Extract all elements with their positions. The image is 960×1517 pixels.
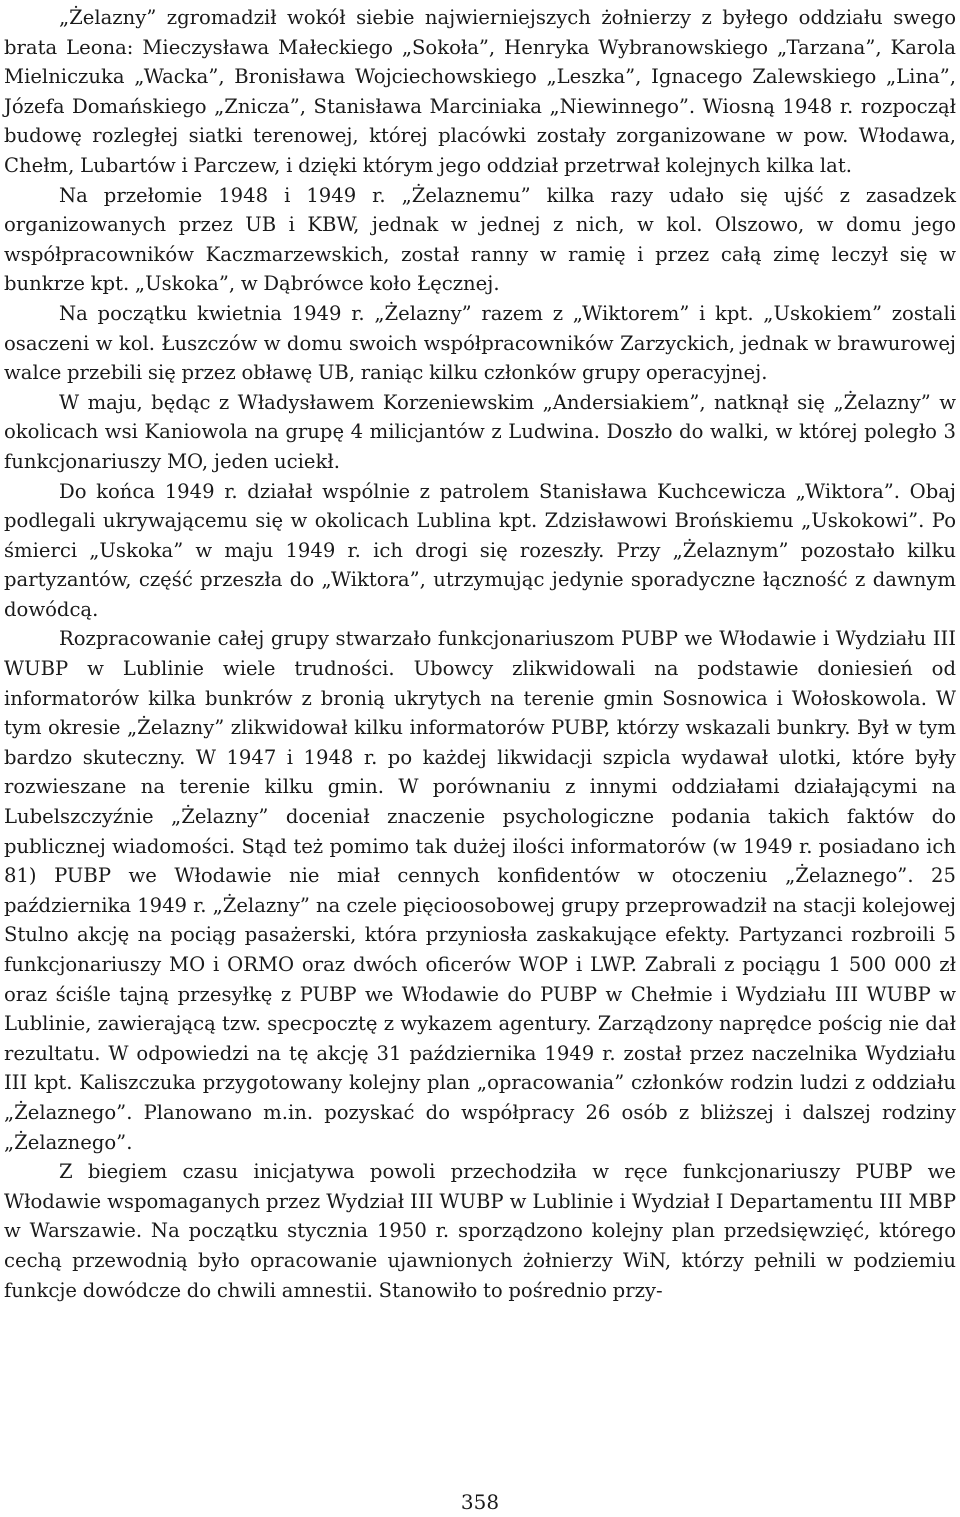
- paragraph-5: Do końca 1949 r. działał wspólnie z patrolem Stanisława Kuchcewicza „Wiktora”. Obaj podlegali ukrywającemu się w okolicach Lublina kpt. Zdzisławowi Brońskiemu „Uskokowi”. Po śmierci „Uskoka” w maju 1949 r. ich drogi się rozeszły. Przy „Żelaznym” pozostało kilku partyzantów, część przeszła do „Wiktora”, utrzymując jedynie sporadyczne łączność z dawnym dowódcą.: [4, 479, 956, 621]
- document-body: [4, 3, 956, 1305]
- paragraph-3: Na początku kwietnia 1949 r. „Żelazny” razem z „Wiktorem” i kpt. „Uskokiem” zostali osaczeni w kol. Łuszczów w domu swoich współpracowników Zarzyckich, jednak w brawurowej walce przebili się przez obławę UB, raniąc kilku członków grupy operacyjnej.: [4, 301, 956, 385]
- paragraph-2: Na przełomie 1948 i 1949 r. „Żelaznemu” kilka razy udało się ujść z zasadzek organizowanych przez UB i KBW, jednak w jednej z nich, w kol. Olszowo, w domu jego współpracowników Kaczmarzewskich, został ranny w ramię i przez całą zimę leczył się w bunkrze kpt. „Uskoka”, w Dąbrówce koło Łęcznej.: [4, 183, 956, 296]
- paragraph-4: W maju, będąc z Władysławem Korzeniewskim „Andersiakiem”, natknął się „Żelazny” w okolicach wsi Kaniowola na grupę 4 milicjantów z Ludwina. Doszło do walki, w której poległo 3 funkcjonariuszy MO, jeden uciekł.: [4, 390, 956, 473]
- paragraph-7: Z biegiem czasu inicjatywa powoli przechodziła w ręce funkcjonariuszy PUBP we Włodawie wspomaganych przez Wydział III WUBP w Lublinie i Wydział I Departamentu III MBP w Warszawie. Na początku stycznia 1950 r. sporządzono kolejny plan przedsięwzięć, którego cechą przewodnią było opracowanie ujawnionych żołnierzy WiN, którzy pełnili w podziemiu funkcje dowódcze do chwili amnestii. Stanowiło to pośrednio przy-: [4, 1160, 956, 1302]
- document-page: [4, 0, 956, 1517]
- paragraph-1: „Żelazny” zgromadził wokół siebie najwierniejszych żołnierzy z byłego oddziału swego brata Leona: Mieczysława Małeckiego „Sokoła”, Henryka Wybranowskiego „Tarzana”, Karola Mielniczuka „Wacka”, Bronisława Wojciechowskiego „Leszka”, Ignacego Zalewskiego „Lina”, Józefa Domańskiego „Znicza”, Stanisława Marciniaka „Niewinnego”. Wiosną 1948 r. rozpoczął budowę rozległej siatki terenowej, której placówki zostały zorganizowane w pow. Włodawa, Chełm, Lubartów i Parczew, i dzięki którym jego oddział przetrwał kolejnych kilka lat.: [4, 6, 956, 177]
- paragraph-6: Rozpracowanie całej grupy stwarzało funkcjonariuszom PUBP we Włodawie i Wydziału III WUBP w Lublinie wiele trudności. Ubowcy zlikwidowali na podstawie doniesień od informatorów kilka bunkrów z bronią ukrytych na terenie gmin Sosnowica i Wołoskowola. W tym okresie „Żelazny” zlikwidował kilku informatorów PUBP, którzy wskazali bunkry. Był w tym bardzo skuteczny. W 1947 i 1948 r. po każdej likwidacji szpicla wydawał ulotki, które były rozwieszane na terenie kilku gmin. W porównaniu z innymi oddziałami działającymi na Lubelszczyźnie „Żelazny” doceniał znaczenie psychologiczne podania takich faktów do publicznej wiadomości. Stąd też pomimo tak dużej ilości informatorów (w 1949 r. posiadano ich 81) PUBP we Włodawie nie miał cennych konfidentów w otoczeniu „Żelaznego”. 25 października 1949 r. „Żelazny” na czele pięcioosobowej grupy przeprowadził na stacji kolejowej Stulno akcję na pociąg pasażerski, która przyniosła zaskakujące efekty. Partyzanci rozbroili 5 funkcjonariuszy MO i ORMO oraz dwóch oficerów WOP i LWP. Zabrali z pociągu 1 500 000 zł oraz ściśle tajną przesyłkę z PUBP we Włodawie do PUBP w Chełmie i Wydziału III WUBP w Lublinie, zawierającą tzw. specpocztę z wykazem agentury. Zarządzony naprędce pościg nie dał rezultatu. W odpowiedzi na tę akcję 31 października 1949 r. został przez naczelnika Wydziału III kpt. Kaliszczuka przygotowany kolejny plan „opracowania” członków rodzin ludzi z oddziału „Żelaznego”. Planowano m.in. pozyskać do współpracy 26 osób z bliższej i dalszej rodziny „Żelaznego”.: [4, 627, 956, 1154]
- page-number: 358: [460, 1490, 500, 1514]
